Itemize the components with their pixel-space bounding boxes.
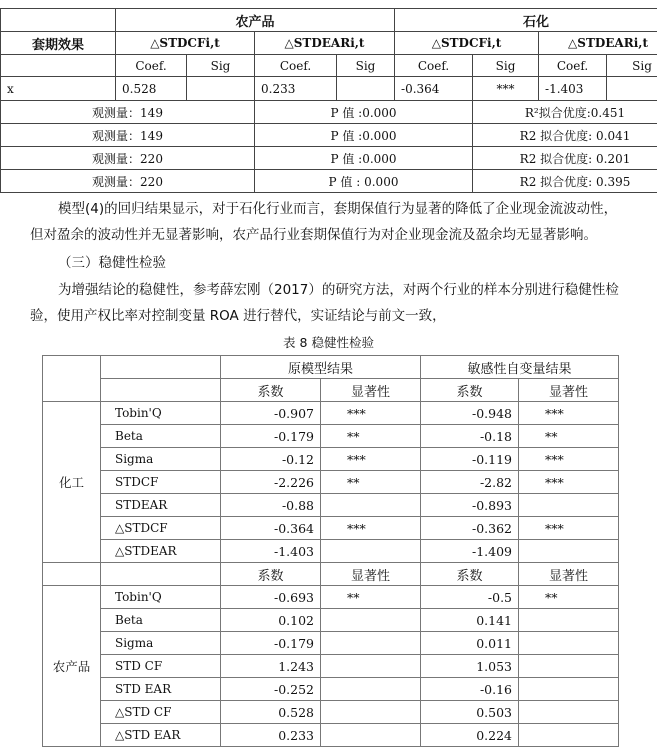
- sig-original: [321, 701, 421, 724]
- paragraph-robustness: [30, 277, 650, 329]
- coef-original: -0.693: [221, 586, 321, 609]
- table-row: [43, 724, 619, 747]
- coef-header: 系数: [421, 379, 519, 402]
- variable-name: Tobin'Q: [101, 402, 221, 425]
- table-row: [43, 540, 619, 563]
- sig-original: **: [321, 471, 421, 494]
- sig-original: **: [321, 586, 421, 609]
- sig-original: **: [321, 425, 421, 448]
- sig-sensitivity: ***: [519, 471, 619, 494]
- sig-header: Sig: [337, 55, 395, 77]
- r2-cell: R2 拟合优度: 0.041: [473, 124, 657, 147]
- sig-cell: [607, 77, 657, 101]
- p-value-cell: P 值 : 0.000: [255, 170, 473, 193]
- header-row: [43, 379, 619, 402]
- coef-sensitivity: 0.503: [421, 701, 519, 724]
- coef-sensitivity: -2.82: [421, 471, 519, 494]
- corner-cell: [1, 9, 116, 32]
- sig-original: [321, 724, 421, 747]
- r2-cell: R2 拟合优度: 0.201: [473, 147, 657, 170]
- var-header: △STDEARi,t: [255, 32, 395, 55]
- header-row: [43, 356, 619, 379]
- paragraph-model4-results: [30, 196, 650, 248]
- p-value-cell: P 值 :0.000: [255, 124, 473, 147]
- variable-name: STDCF: [101, 471, 221, 494]
- empty-cell: [43, 379, 101, 402]
- coef-original: -0.179: [221, 425, 321, 448]
- table-row: [43, 701, 619, 724]
- variable-name: STD EAR: [101, 678, 221, 701]
- coef-sensitivity: -0.948: [421, 402, 519, 425]
- empty-cell: [1, 55, 116, 77]
- variable-name: STD CF: [101, 655, 221, 678]
- coef-sensitivity: -0.18: [421, 425, 519, 448]
- coef-sensitivity: -1.409: [421, 540, 519, 563]
- coef-sensitivity: 0.011: [421, 632, 519, 655]
- sig-header: Sig: [607, 55, 657, 77]
- sig-original: [321, 632, 421, 655]
- r2-cell: R²拟合优度:0.451: [473, 101, 657, 124]
- coef-original: -0.12: [221, 448, 321, 471]
- sig-header: Sig: [187, 55, 255, 77]
- group-label: 农产品: [43, 586, 101, 747]
- table-row: [43, 471, 619, 494]
- paragraph-line: 模型(4)的回归结果显示，对于石化行业而言，套期保值行为显著的降低了企业现金流波动性，: [58, 201, 618, 217]
- value-cell: -0.364: [395, 77, 473, 101]
- p-value-cell: P 值 :0.000: [255, 147, 473, 170]
- sig-sensitivity: ***: [519, 402, 619, 425]
- coef-original: -0.179: [221, 632, 321, 655]
- group-header-petro: 石化: [395, 9, 657, 32]
- model-header-sensitivity: 敏感性自变量结果: [421, 356, 619, 379]
- p-value-cell: P 值 :0.000: [255, 101, 473, 124]
- sig-original: [321, 540, 421, 563]
- variable-name: Beta: [101, 425, 221, 448]
- sig-sensitivity: [519, 494, 619, 517]
- sig-sensitivity: [519, 701, 619, 724]
- sig-sensitivity: **: [519, 586, 619, 609]
- sig-sensitivity: [519, 540, 619, 563]
- sig-sensitivity: [519, 724, 619, 747]
- sig-header: Sig: [473, 55, 539, 77]
- table-row: [43, 632, 619, 655]
- paragraph-line: 但对盈余的波动性并无显著影响，农产品行业套期保值行为对企业现金流及盈余均无显著影响。: [30, 227, 597, 243]
- coef-original: 0.102: [221, 609, 321, 632]
- coef-original: -0.252: [221, 678, 321, 701]
- coef-sensitivity: -0.16: [421, 678, 519, 701]
- variable-name: Sigma: [101, 632, 221, 655]
- coef-original: 0.233: [221, 724, 321, 747]
- sig-original: [321, 655, 421, 678]
- coef-header: 系数: [421, 563, 519, 586]
- sig-cell: [187, 77, 255, 101]
- table-row: [43, 609, 619, 632]
- row-label-hedge-effect: 套期效果: [1, 32, 116, 55]
- sig-original: ***: [321, 517, 421, 540]
- value-cell: 0.528: [116, 77, 187, 101]
- sig-header: 显著性: [321, 563, 421, 586]
- sig-original: [321, 494, 421, 517]
- table-row: [43, 678, 619, 701]
- coef-header: Coef.: [116, 55, 187, 77]
- sig-cell: [337, 77, 395, 101]
- sig-original: [321, 678, 421, 701]
- variable-name: △STDCF: [101, 517, 221, 540]
- coef-sensitivity: -0.119: [421, 448, 519, 471]
- header-row: [43, 563, 619, 586]
- coef-sensitivity: -0.893: [421, 494, 519, 517]
- coef-header: Coef.: [539, 55, 607, 77]
- sig-sensitivity: [519, 632, 619, 655]
- empty-cell: [43, 563, 101, 586]
- variable-name: △STD EAR: [101, 724, 221, 747]
- section-heading-robustness: [30, 250, 650, 276]
- group-header-agri: 农产品: [116, 9, 395, 32]
- sig-original: ***: [321, 448, 421, 471]
- sig-sensitivity: [519, 655, 619, 678]
- var-header: △STDCFi,t: [116, 32, 255, 55]
- obs-cell: 观测量：149: [1, 101, 255, 124]
- sig-header: 显著性: [519, 379, 619, 402]
- table-caption: 表 8 稳健性检验: [283, 335, 374, 350]
- table-row: [43, 448, 619, 471]
- table-row: [43, 402, 619, 425]
- sig-cell: ***: [473, 77, 539, 101]
- variable-name: △STD CF: [101, 701, 221, 724]
- table-row: [43, 586, 619, 609]
- sig-header: 显著性: [519, 563, 619, 586]
- row-label-x: x: [1, 77, 116, 101]
- var-header: △STDCFi,t: [395, 32, 539, 55]
- coef-original: -1.403: [221, 540, 321, 563]
- variable-name: Beta: [101, 609, 221, 632]
- variable-name: △STDEAR: [101, 540, 221, 563]
- table-row: [43, 494, 619, 517]
- coef-header: Coef.: [395, 55, 473, 77]
- sig-header: 显著性: [321, 379, 421, 402]
- sig-sensitivity: ***: [519, 517, 619, 540]
- value-cell: 0.233: [255, 77, 337, 101]
- coef-original: 0.528: [221, 701, 321, 724]
- paragraph-line: 为增强结论的稳健性，参考薛宏刚（2017）的研究方法，对两个行业的样本分别进行稳健性检: [58, 282, 619, 298]
- variable-name: Tobin'Q: [101, 586, 221, 609]
- paragraph-line: 验，使用产权比率对控制变量 ROA 进行替代，实证结论与前文一致，: [30, 308, 446, 324]
- variable-name: Sigma: [101, 448, 221, 471]
- section-heading-text: （三）稳健性检验: [58, 255, 166, 271]
- robustness-table: [42, 355, 619, 747]
- empty-cell: [101, 563, 221, 586]
- coef-sensitivity: -0.362: [421, 517, 519, 540]
- coef-original: 1.243: [221, 655, 321, 678]
- coef-original: -2.226: [221, 471, 321, 494]
- sig-original: ***: [321, 402, 421, 425]
- coef-header: 系数: [221, 563, 321, 586]
- coef-sensitivity: -0.5: [421, 586, 519, 609]
- var-header: △STDEARi,t: [539, 32, 657, 55]
- empty-cell: [43, 356, 101, 379]
- sig-sensitivity: [519, 609, 619, 632]
- coef-original: -0.88: [221, 494, 321, 517]
- sig-sensitivity: ***: [519, 448, 619, 471]
- value-cell: -1.403: [539, 77, 607, 101]
- coef-sensitivity: 0.224: [421, 724, 519, 747]
- sig-original: [321, 609, 421, 632]
- variable-name: STDEAR: [101, 494, 221, 517]
- table-row: [43, 517, 619, 540]
- empty-cell: [101, 356, 221, 379]
- obs-cell: 观测量：220: [1, 147, 255, 170]
- coef-original: -0.907: [221, 402, 321, 425]
- table-row: [43, 655, 619, 678]
- obs-cell: 观测量：220: [1, 170, 255, 193]
- r2-cell: R2 拟合优度: 0.395: [473, 170, 657, 193]
- group-label: 化工: [43, 402, 101, 563]
- regression-results-table: [0, 8, 657, 193]
- coef-header: 系数: [221, 379, 321, 402]
- sig-sensitivity: **: [519, 425, 619, 448]
- coef-sensitivity: 1.053: [421, 655, 519, 678]
- coef-header: Coef.: [255, 55, 337, 77]
- coef-sensitivity: 0.141: [421, 609, 519, 632]
- coef-original: -0.364: [221, 517, 321, 540]
- empty-cell: [101, 379, 221, 402]
- obs-cell: 观测量：149: [1, 124, 255, 147]
- table-row: [43, 425, 619, 448]
- sig-sensitivity: [519, 678, 619, 701]
- model-header-original: 原模型结果: [221, 356, 421, 379]
